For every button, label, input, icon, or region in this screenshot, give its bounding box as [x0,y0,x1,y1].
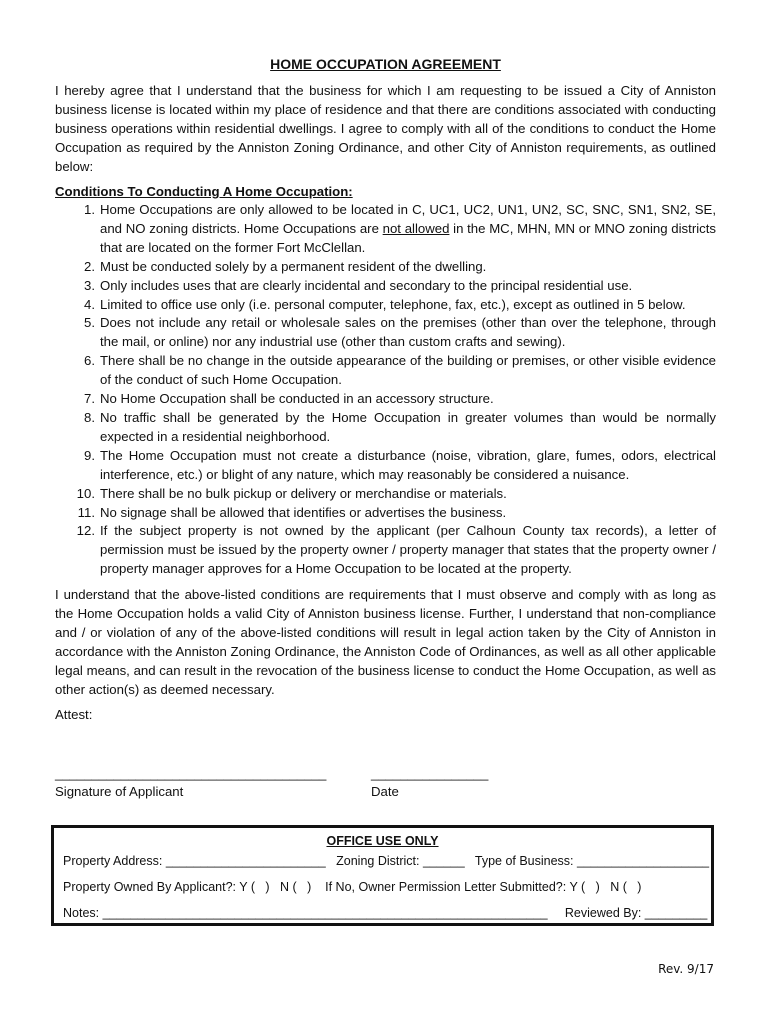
condition-item [55,504,716,523]
condition-number: 11. [77,504,95,520]
signature-line[interactable]: _____________________________________ [55,766,327,782]
condition-item [55,258,716,277]
condition-text: The Home Occupation must not create a disturbance (noise, vibration, glare, fumes, odors, electrical interference, etc.) or blight of any nature, which may reasonably be considered a nuisance. [100,447,716,482]
attest-label: Attest: [55,707,93,723]
condition-item [55,447,716,485]
condition-item [55,314,716,352]
condition-item [55,522,716,579]
condition-text: No signage shall be allowed that identifies or advertises the business. [100,504,507,520]
condition-item [55,296,716,315]
date-line[interactable]: ________________ [371,766,489,782]
condition-number: 5. [84,315,95,331]
signature-label: Signature of Applicant [55,784,184,800]
intro-paragraph: I hereby agree that I understand that the business for which I am requesting to be issued a City of Anniston business license is located within my place of residence and that there are conditions associated with conducting business operations within residential dwellings. I agree to comply with all of the conditions to conduct the Home Occupation as required by the Anniston Zoning Ordinance, and other City of Anniston requirements, as outlined below: [55,83,716,174]
condition-text: Only includes uses that are clearly incidental and secondary to the principal residential use. [100,277,633,293]
signature-row [55,766,716,806]
condition-item [55,277,716,296]
condition-number: 8. [84,409,95,425]
document-page [55,54,716,806]
conditions-list [55,201,716,579]
condition-number: 4. [84,296,95,312]
conditions-heading: Conditions To Conducting A Home Occupation: [55,184,353,199]
page-title: HOME OCCUPATION AGREEMENT [270,56,501,72]
condition-number: 10. [76,485,95,501]
office-row-property-address[interactable]: Property Address: _______________________ Zoning District: ______ Type of Business: ___________________ [63,854,710,868]
condition-item [55,485,716,504]
condition-number: 7. [84,391,95,407]
condition-text: No traffic shall be generated by the Home Occupation in greater volumes than would be normally expected in a residential neighborhood. [100,409,716,444]
date-label: Date [371,784,399,800]
condition-text: Home Occupations are only allowed to be located in C, UC1, UC2, UN1, UN2, SC, SNC, SN1, SN2, SE, and NO zoning districts. Home Occupations are [100,202,716,236]
condition-item [55,409,716,447]
condition-number: 6. [84,353,95,369]
condition-text: No Home Occupation shall be conducted in an accessory structure. [100,391,494,407]
condition-text: If the subject property is not owned by the applicant (per Calhoun County tax records), a letter of permission must be issued by the property owner / property manager that states that the property owner / property manager approves for a Home Occupation to be located at the property. [100,523,716,577]
condition-number: 1. [84,202,95,217]
condition-number: 9. [84,447,95,463]
condition-number: 2. [84,258,95,274]
revision-label: Rev. 9/17 [658,962,714,976]
office-row-ownership[interactable]: Property Owned By Applicant?: Y ( ) N ( ) If No, Owner Permission Letter Submitted?: Y ( ) N ( ) [63,880,642,894]
office-use-box [51,825,714,926]
condition-item [55,352,716,390]
condition-text: Does not include any retail or wholesale sales on the premises (other than over the telephone, through the mail, or online) nor any industrial use (other than custom crafts and sewing). [100,315,716,350]
office-row-notes[interactable]: Notes: ________________________________________________________________ Reviewed By: _________ [63,906,708,920]
condition-number: 3. [84,277,95,293]
not-allowed-emphasis: not allowed [382,220,450,236]
condition-item [55,390,716,409]
office-use-title: OFFICE USE ONLY [326,834,439,848]
condition-text: Limited to office use only (i.e. personal computer, telephone, fax, etc.), except as outlined in 5 below. [100,296,686,312]
condition-text: in the MC, MHN, MN or MNO zoning districts that are located on the former Fort McClellan. [100,220,716,255]
understanding-paragraph: I understand that the above-listed conditions are requirements that I must observe and comply with as long as the Home Occupation holds a valid City of Anniston business license. Further, I understand that non-compliance and / or violation of any of the above-listed conditions will result in legal action taken by the City of Anniston in accordance with the Anniston Zoning Ordinance, the Anniston Code of Ordinances, as well as all other applicable legal means, and can result in the revocation of the business license to conduct the Home Occupation, as well as other action(s) as deemed necessary. [55,587,716,698]
condition-item [55,201,716,258]
condition-text: Must be conducted solely by a permanent resident of the dwelling. [100,258,487,274]
condition-text: There shall be no bulk pickup or delivery or merchandise or materials. [100,485,507,501]
condition-text: There shall be no change in the outside appearance of the building or premises, or other visible evidence of the conduct of such Home Occupation. [100,353,716,388]
condition-number: 12. [76,523,95,539]
